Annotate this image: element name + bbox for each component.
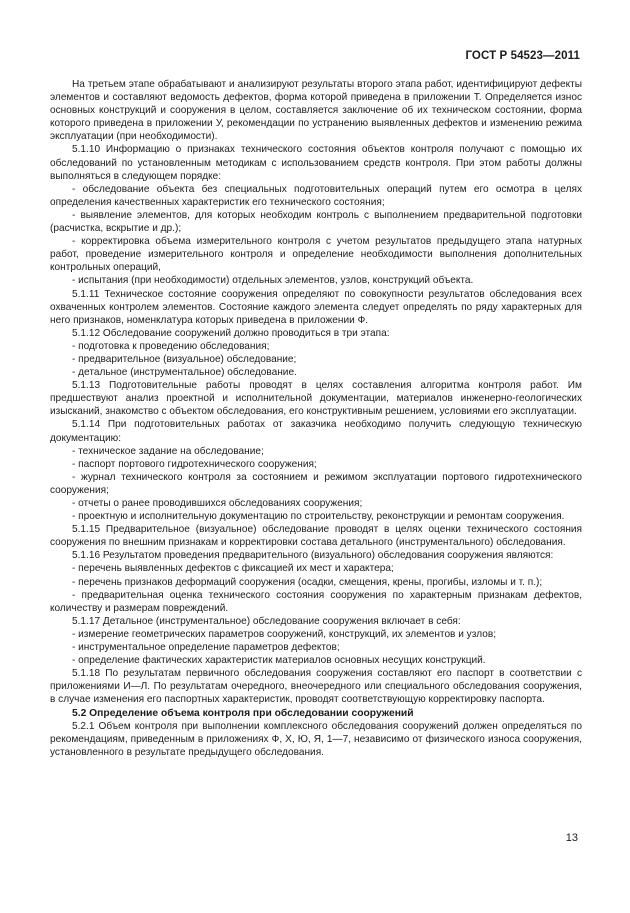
list-item: - подготовка к проведению обследования; bbox=[72, 340, 270, 352]
list-item: - корректировка объема измерительного контроля с учетом результатов предыдущего этапа натурных работ, проведение измерительного контроля и определение необходимости выполнения дополнительных контрольных операций, bbox=[50, 236, 582, 274]
document-body bbox=[50, 78, 582, 759]
page-number: 13 bbox=[565, 832, 578, 844]
list-item: - инструментальное определение параметров дефектов; bbox=[72, 642, 340, 654]
paragraph: 5.1.16 Результатом проведения предварительного (визуального) обследования сооружения являются: bbox=[72, 550, 554, 562]
paragraph: На третьем этапе обрабатывают и анализируют результаты второго этапа работ, идентифицируют дефекты элементов и составляют ведомость дефектов, форма которой приведена в приложении Т. Определяется износ основных конструкций и сооружения в целом, составляется заключение об их техническом состоянии, форма которого приведена в приложении У, рекомендации по устранению выявленных дефектов и изменению режима эксплуатации (при необходимости). bbox=[50, 79, 582, 143]
paragraph: 5.1.14 При подготовительных работах от заказчика необходимо получить следующую техническую документацию: bbox=[50, 419, 582, 444]
paragraph: 5.1.10 Информацию о признаках технического состояния объектов контроля получают с помощью их обследований по установленным методикам с использованием средств контроля. При этом работы должны выполняться в следующем порядке: bbox=[50, 144, 582, 182]
list-item: - выявление элементов, для которых необходим контроль с выполнением предварительной подготовки (расчистка, вскрытие и др.); bbox=[50, 209, 582, 235]
list-item: - измерение геометрических параметров сооружений, конструкций, их элементов и узлов; bbox=[72, 628, 497, 640]
list-item: - предварительное (визуальное) обследование; bbox=[72, 353, 297, 365]
list-item: - определение фактических характеристик материалов основных несущих конструкций. bbox=[72, 655, 486, 667]
paragraph: 5.1.17 Детальное (инструментальное) обследование сооружения включает в себя: bbox=[72, 615, 461, 627]
paragraph: 5.1.11 Техническое состояние сооружения определяют по совокупности результатов обследования всех охваченных контролем элементов. Состояние каждого элемента следует определять по ряду характерных для него признаков, номенклатура которых приведена в приложении Ф. bbox=[50, 288, 582, 326]
list-item: - обследование объекта без специальных подготовительных операций путем его осмотра в целях определения качественных характеристик его технического состояния; bbox=[50, 183, 582, 208]
section-heading: 5.2 Определение объема контроля при обследовании сооружений bbox=[72, 707, 414, 719]
paragraph: 5.1.13 Подготовительные работы проводят в целях составления алгоритма контроля работ. Им предшествуют анализ проектной и исполнительной документации, материалов инженерно-геологических изысканий, знакомство с объектом обследования, его конструктивным решением, условиями его эксплуатации. bbox=[50, 380, 582, 418]
list-item: - отчеты о ранее проводившихся обследованиях сооружения; bbox=[72, 498, 363, 509]
list-item: - предварительная оценка технического состояния сооружения по характерным признакам дефектов, количеству и размерам повреждений. bbox=[50, 589, 582, 614]
paragraph: 5.1.12 Обследование сооружений должно проводиться в три этапа: bbox=[72, 327, 390, 339]
paragraph: 5.1.18 По результатам первичного обследования сооружения составляют его паспорт в соответствии с приложениями И—Л. По результатам очередного, внеочередного или специального обследования сооружения, в случае изменения его паспортных характеристик, проводят соответствующую корректировку паспорта. bbox=[50, 668, 582, 706]
paragraph: 5.2.1 Объем контроля при выполнении комплексного обследования сооружений должен определяться по рекомендациям, приведенным в приложениях Ф, Х, Ю, Я, 1—7, независимо от физического износа сооружения, установленного в результате предыдущего обследования. bbox=[50, 721, 582, 759]
list-item: - паспорт портового гидротехнического сооружения; bbox=[72, 458, 317, 470]
list-item: - журнал технического контроля за состоянием и режимом эксплуатации портового гидротехнического сооружения; bbox=[50, 471, 582, 496]
list-item: - перечень признаков деформаций сооружения (осадки, смещения, крены, прогибы, изломы и т. п.); bbox=[72, 576, 543, 588]
list-item: - детальное (инструментальное) обследование. bbox=[72, 367, 297, 379]
paragraph: 5.1.15 Предварительное (визуальное) обследование проводят в целях оценки технического состояния сооружения по внешним признакам и корректировки состава детального (инструментального) обследования. bbox=[50, 524, 582, 549]
list-item: - перечень выявленных дефектов с фиксацией их мест и характера; bbox=[72, 563, 394, 575]
list-item: - испытания (при необходимости) отдельных элементов, узлов, конструкций объекта. bbox=[72, 275, 474, 287]
list-item: - проектную и исполнительную документацию по строительству, реконструкции и ремонтам сооружения. bbox=[72, 511, 565, 523]
standard-header: ГОСТ Р 54523—2011 bbox=[465, 50, 580, 62]
list-item: - техническое задание на обследование; bbox=[72, 445, 264, 457]
